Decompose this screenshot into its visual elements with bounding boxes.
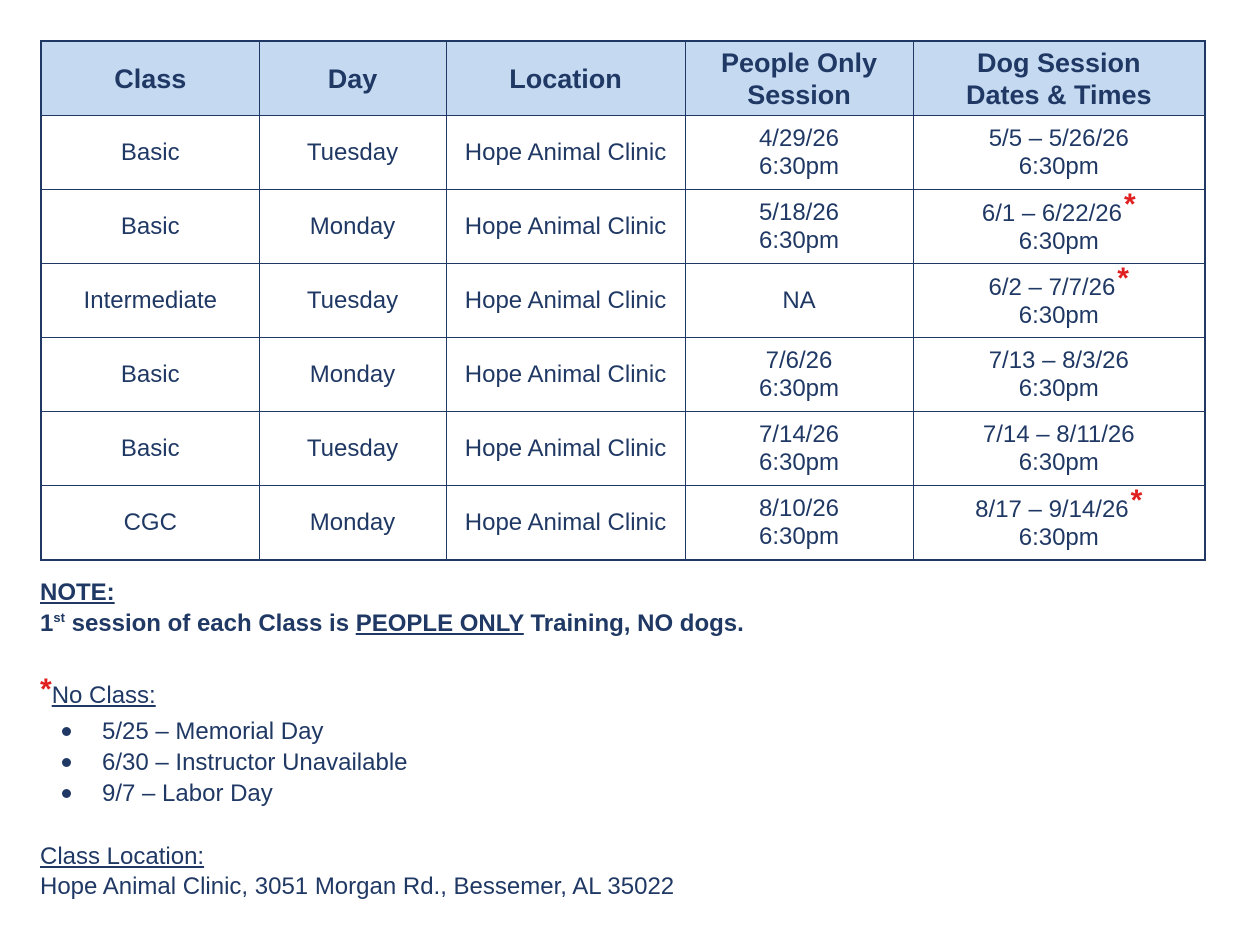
- cell-people-only-session: [685, 486, 913, 561]
- table-row: [41, 264, 1205, 338]
- cell-day: Monday: [259, 338, 446, 412]
- cell-day: Tuesday: [259, 264, 446, 338]
- cell-class: Basic: [41, 116, 259, 190]
- cell-dog-session: [913, 338, 1205, 412]
- cell-people-only-session: [685, 412, 913, 486]
- cell-dog-session: [913, 412, 1205, 486]
- cell-people-only-session: [685, 116, 913, 190]
- cell-location: Hope Animal Clinic: [446, 412, 685, 486]
- cell-day: Monday: [259, 486, 446, 561]
- cell-day: Monday: [259, 190, 446, 264]
- no-class-label: No Class:: [51, 682, 156, 709]
- people-only-time: 6:30pm: [758, 448, 840, 476]
- dog-session-dates-line: [914, 188, 1205, 228]
- people-only-time: 6:30pm: [758, 152, 840, 180]
- people-only-time: 6:30pm: [758, 374, 840, 402]
- cell-location: Hope Animal Clinic: [446, 116, 685, 190]
- cell-class: Basic: [41, 190, 259, 264]
- dog-session-dates-line: [914, 421, 1205, 449]
- note-heading: NOTE:: [40, 579, 115, 606]
- cell-dog-session: [913, 190, 1205, 264]
- header-people-only-line2: Session: [747, 79, 851, 110]
- class-location-heading: Class Location:: [40, 843, 205, 870]
- asterisk-marker: *: [40, 673, 52, 706]
- note-section: [40, 578, 744, 640]
- dog-session-dates-line: [914, 125, 1205, 153]
- cell-dog-session: [913, 264, 1205, 338]
- cell-location: Hope Animal Clinic: [446, 264, 685, 338]
- holiday-text: 6/30 – Instructor Unavailable: [102, 749, 408, 776]
- cell-people-only-session: [685, 190, 913, 264]
- note-text-part2: Training, NO dogs.: [523, 610, 744, 637]
- dog-session-dates-line: [914, 262, 1205, 302]
- class-location-section: [40, 842, 674, 902]
- bullet-icon: [62, 727, 71, 736]
- dog-session-dates-line: [914, 347, 1205, 375]
- header-dog-session-line1: Dog Session: [976, 47, 1141, 78]
- dog-session-time: 6:30pm: [1018, 448, 1099, 476]
- header-people-only-line1: People Only: [720, 47, 878, 78]
- dog-session-time: 6:30pm: [1018, 228, 1099, 255]
- holiday-text: 5/25 – Memorial Day: [102, 718, 324, 745]
- people-only-date: NA: [782, 286, 816, 314]
- dog-session-dates: 8/17 – 9/14/26: [975, 496, 1129, 523]
- table-row: [41, 338, 1205, 412]
- table-row: [41, 486, 1205, 561]
- dog-session-dates: 6/2 – 7/7/26: [988, 274, 1116, 301]
- cell-day: Tuesday: [259, 116, 446, 190]
- dog-session-dates: 7/14 – 8/11/26: [982, 420, 1135, 448]
- cell-people-only-session: [685, 264, 913, 338]
- asterisk-marker: *: [1123, 188, 1136, 221]
- people-only-date: 7/14/26: [758, 420, 840, 448]
- dog-session-time: 6:30pm: [1018, 152, 1099, 180]
- dog-session-dates: 7/13 – 8/3/26: [988, 346, 1129, 374]
- bullet-icon: [62, 758, 71, 767]
- bullet-icon: [62, 789, 71, 798]
- note-ordinal-number: 1: [40, 610, 54, 637]
- people-only-time: 6:30pm: [758, 522, 840, 550]
- people-only-date: 5/18/26: [758, 198, 840, 226]
- cell-class: Basic: [41, 412, 259, 486]
- cell-dog-session: [913, 116, 1205, 190]
- cell-dog-session: [913, 486, 1205, 561]
- dog-session-time: 6:30pm: [1018, 524, 1099, 551]
- table-row: [41, 190, 1205, 264]
- people-only-date: 4/29/26: [758, 124, 840, 152]
- cell-location: Hope Animal Clinic: [446, 190, 685, 264]
- cell-class: Basic: [41, 338, 259, 412]
- holiday-text: 9/7 – Labor Day: [102, 780, 273, 807]
- table-row: [41, 116, 1205, 190]
- class-location-address: Hope Animal Clinic, 3051 Morgan Rd., Bessemer, AL 35022: [40, 873, 675, 900]
- asterisk-marker: *: [1130, 484, 1143, 517]
- list-item: [40, 747, 408, 778]
- table-row: [41, 412, 1205, 486]
- dog-session-dates: 6/1 – 6/22/26: [981, 200, 1122, 227]
- list-item: [40, 716, 408, 747]
- schedule-table: [40, 40, 1206, 561]
- header-location: Location: [446, 41, 685, 116]
- cell-class: CGC: [41, 486, 259, 561]
- cell-day: Tuesday: [259, 412, 446, 486]
- cell-location: Hope Animal Clinic: [446, 486, 685, 561]
- list-item: [40, 778, 408, 809]
- people-only-time: 6:30pm: [758, 226, 840, 254]
- note-text-part1: session of each Class is: [64, 610, 356, 637]
- asterisk-marker: *: [1117, 262, 1129, 295]
- note-ordinal-suffix: st: [53, 610, 65, 625]
- note-emphasis: PEOPLE ONLY: [355, 610, 524, 637]
- header-dog-session: [913, 41, 1205, 116]
- people-only-date: 7/6/26: [765, 346, 833, 374]
- header-dog-session-line2: Dates & Times: [965, 79, 1152, 110]
- cell-class: Intermediate: [41, 264, 259, 338]
- cell-people-only-session: [685, 338, 913, 412]
- cell-location: Hope Animal Clinic: [446, 338, 685, 412]
- no-class-heading: [40, 673, 408, 714]
- holiday-list: [40, 716, 408, 809]
- dog-session-time: 6:30pm: [1018, 302, 1099, 329]
- note-text: [40, 608, 744, 640]
- table-header-row: [41, 41, 1205, 116]
- no-class-section: [40, 673, 408, 809]
- header-people-only-session: [685, 41, 913, 116]
- dog-session-time: 6:30pm: [1018, 374, 1099, 402]
- dog-session-dates: 5/5 – 5/26/26: [988, 124, 1129, 152]
- dog-session-dates-line: [914, 484, 1205, 524]
- header-day: Day: [259, 41, 446, 116]
- header-class: Class: [41, 41, 259, 116]
- people-only-date: 8/10/26: [758, 494, 840, 522]
